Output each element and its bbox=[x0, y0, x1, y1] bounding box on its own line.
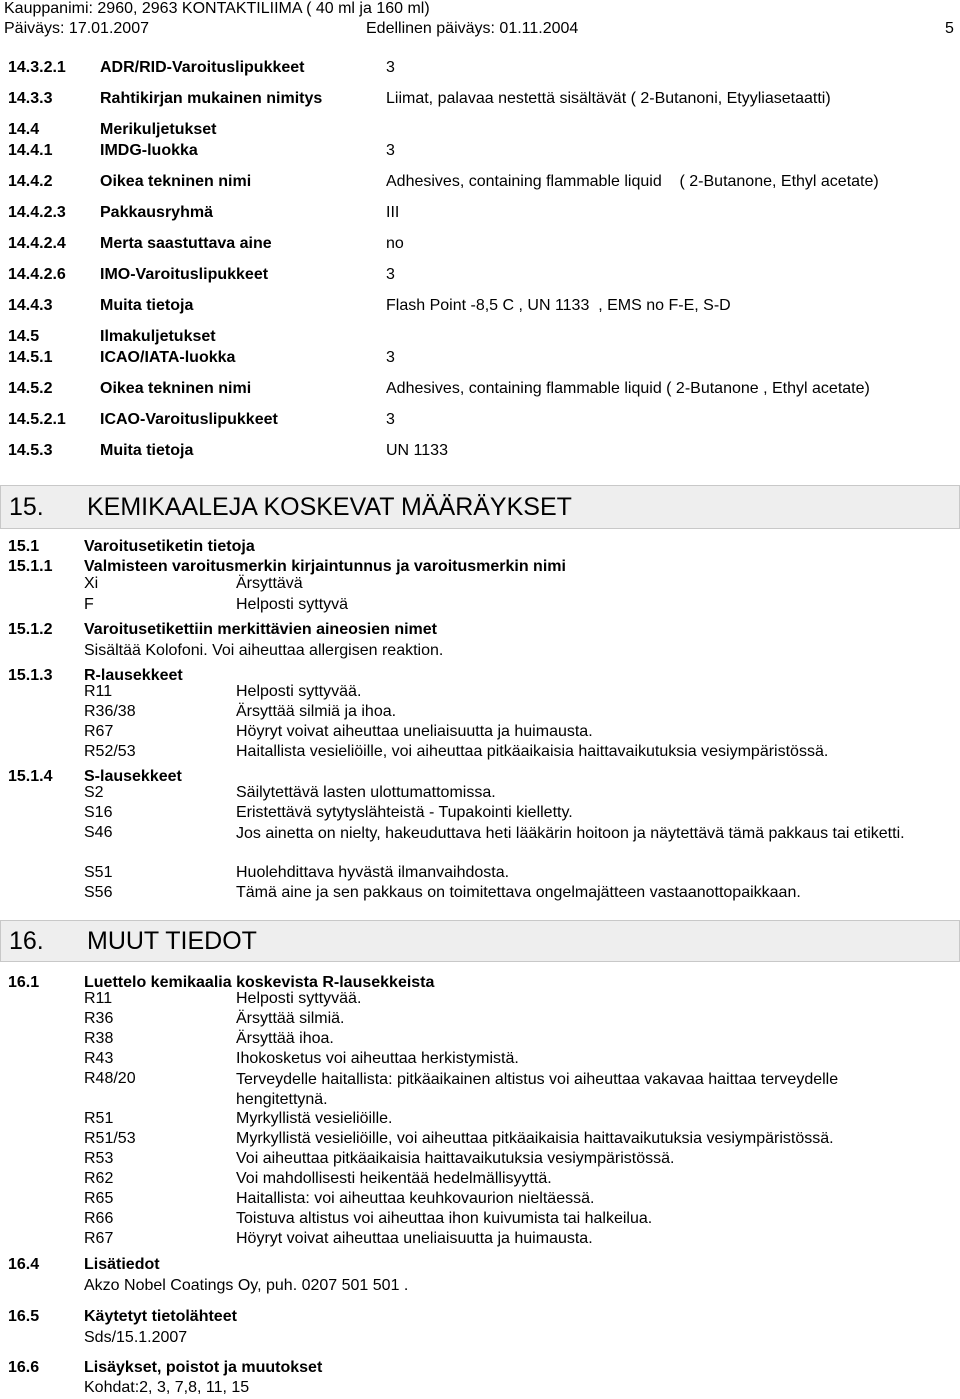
s16-1-heading: Luettelo kemikaalia koskevista R-lausekkeista bbox=[84, 974, 435, 991]
r-list-code: R48/20 bbox=[84, 1070, 136, 1087]
r-list-code: R53 bbox=[84, 1150, 114, 1167]
header-page-number: 5 bbox=[945, 20, 954, 37]
s16-6-heading: Lisäykset, poistot ja muutokset bbox=[84, 1359, 323, 1376]
s15-1-2-text: Sisältää Kolofoni. Voi aiheuttaa allergisen reaktion. bbox=[84, 642, 444, 659]
s14-row-num: 14.4.2 bbox=[8, 173, 53, 190]
s14-row-num: 14.4.1 bbox=[8, 142, 53, 159]
s14-row-num: 14.4.3 bbox=[8, 297, 53, 314]
s15-1-2-heading: Varoitusetikettiin merkittävien aineosien nimet bbox=[84, 621, 437, 638]
r-list-code: R62 bbox=[84, 1170, 114, 1187]
s-phrase-text: Huolehdittava hyvästä ilmanvaihdosta. bbox=[236, 864, 510, 881]
s14-row-label: ICAO/IATA-luokka bbox=[100, 349, 236, 366]
r-list-text: Toistuva altistus voi aiheuttaa ihon kuivumista tai halkeilua. bbox=[236, 1210, 653, 1227]
s15-1-1-number: 15.1.1 bbox=[8, 558, 53, 575]
s14-row-label: Pakkausryhmä bbox=[100, 204, 213, 221]
s15-1-heading: Varoitusetiketin tietoja bbox=[84, 538, 255, 555]
s14-row-value: Adhesives, containing flammable liquid ( 2-Butanone , Ethyl acetate) bbox=[386, 380, 870, 397]
section-16-number: 16. bbox=[9, 927, 44, 955]
s14-row-num: 14.5.1 bbox=[8, 349, 53, 366]
header-previous-date: Edellinen päiväys: 01.11.2004 bbox=[366, 20, 579, 37]
s14-row-value: Liimat, palavaa nestettä sisältävät ( 2-Butanoni, Etyyliasetaatti) bbox=[386, 90, 831, 107]
header-date: Päiväys: 17.01.2007 bbox=[4, 20, 149, 37]
section-16-header bbox=[0, 920, 960, 962]
s14-row-value: 3 bbox=[386, 142, 395, 159]
s-phrase-code: S56 bbox=[84, 884, 113, 901]
s15-1-2-number: 15.1.2 bbox=[8, 621, 53, 638]
r-list-code: R51/53 bbox=[84, 1130, 136, 1147]
r-list-text: Myrkyllistä vesieliöille, voi aiheuttaa pitkäaikaisia haittavaikutuksia vesiympäristössä. bbox=[236, 1130, 834, 1147]
s14-row-label: Ilmakuljetukset bbox=[100, 328, 216, 345]
r-list-text: Ärsyttää ihoa. bbox=[236, 1030, 334, 1047]
s15-1-4-number: 15.1.4 bbox=[8, 768, 53, 785]
s14-row-num: 14.4 bbox=[8, 121, 40, 138]
r-list-code: R67 bbox=[84, 1230, 114, 1247]
s14-row-num: 14.3.3 bbox=[8, 90, 53, 107]
section-15-number: 15. bbox=[9, 493, 44, 521]
r-list-code: R51 bbox=[84, 1110, 114, 1127]
s-phrase-text: Tämä aine ja sen pakkaus on toimitettava ongelmajätteen vastaanottopaikkaan. bbox=[236, 884, 801, 901]
s14-row-num: 14.4.2.3 bbox=[8, 204, 66, 221]
s16-4-heading: Lisätiedot bbox=[84, 1256, 160, 1273]
r-phrase-code: R11 bbox=[84, 683, 113, 700]
s16-5-number: 16.5 bbox=[8, 1308, 40, 1325]
s16-5-text: Sds/15.1.2007 bbox=[84, 1329, 188, 1346]
r-list-text: Terveydelle haitallista: pitkäaikainen altistus voi aiheuttaa vakavaa haittaa terveydelle hengitettynä. bbox=[236, 1071, 839, 1108]
s15-1-3-heading: R-lausekkeet bbox=[84, 667, 183, 684]
r-list-text: Ihokosketus voi aiheuttaa herkistymistä. bbox=[236, 1050, 519, 1067]
symbol-name: Helposti syttyvä bbox=[236, 596, 349, 613]
section-16-title: MUUT TIEDOT bbox=[87, 927, 257, 955]
s14-row-label: Oikea tekninen nimi bbox=[100, 380, 252, 397]
r-phrase-text: Helposti syttyvää. bbox=[236, 683, 362, 700]
s-phrase-code: S2 bbox=[84, 784, 104, 801]
s14-row-label: Rahtikirjan mukainen nimitys bbox=[100, 90, 323, 107]
s14-row-label: Merikuljetukset bbox=[100, 121, 217, 138]
s14-row-label: Oikea tekninen nimi bbox=[100, 173, 252, 190]
s14-row-value: no bbox=[386, 235, 404, 252]
r-phrase-code: R52/53 bbox=[84, 743, 136, 760]
r-list-code: R36 bbox=[84, 1010, 114, 1027]
r-list-text: Helposti syttyvää. bbox=[236, 990, 362, 1007]
r-list-code: R65 bbox=[84, 1190, 114, 1207]
s-phrase-code: S46 bbox=[84, 824, 113, 841]
s14-row-num: 14.5.2 bbox=[8, 380, 53, 397]
r-phrase-code: R67 bbox=[84, 723, 114, 740]
s14-row-label: Muita tietoja bbox=[100, 297, 194, 314]
symbol-name: Ärsyttävä bbox=[236, 575, 303, 592]
s16-6-text: Kohdat:2, 3, 7,8, 11, 15 bbox=[84, 1379, 250, 1396]
s15-1-1-heading: Valmisteen varoitusmerkin kirjaintunnus ja varoitusmerkin nimi bbox=[84, 558, 566, 575]
r-list-text: Myrkyllistä vesieliöille. bbox=[236, 1110, 393, 1127]
s14-row-value: 3 bbox=[386, 59, 395, 76]
s14-row-value: UN 1133 bbox=[386, 442, 448, 459]
s15-1-number: 15.1 bbox=[8, 538, 40, 555]
r-phrase-code: R36/38 bbox=[84, 703, 136, 720]
r-list-code: R11 bbox=[84, 990, 113, 1007]
section-15-title: KEMIKAALEJA KOSKEVAT MÄÄRÄYKSET bbox=[87, 493, 572, 521]
s14-row-num: 14.3.2.1 bbox=[8, 59, 66, 76]
s-phrase-text: Eristettävä sytytyslähteistä - Tupakointi kielletty. bbox=[236, 804, 573, 821]
s14-row-num: 14.4.2.6 bbox=[8, 266, 66, 283]
s-phrase-code: S51 bbox=[84, 864, 113, 881]
s16-5-heading: Käytetyt tietolähteet bbox=[84, 1308, 237, 1325]
s16-4-number: 16.4 bbox=[8, 1256, 40, 1273]
s15-1-3-number: 15.1.3 bbox=[8, 667, 53, 684]
s14-row-num: 14.5 bbox=[8, 328, 40, 345]
s14-row-value: III bbox=[386, 204, 400, 221]
s14-row-value: 3 bbox=[386, 266, 395, 283]
r-list-text: Voi mahdollisesti heikentää hedelmällisyyttä. bbox=[236, 1170, 552, 1187]
s14-row-label: IMDG-luokka bbox=[100, 142, 198, 159]
s14-row-num: 14.4.2.4 bbox=[8, 235, 66, 252]
s14-row-value: 3 bbox=[386, 411, 395, 428]
s14-row-num: 14.5.2.1 bbox=[8, 411, 66, 428]
r-phrase-text: Höyryt voivat aiheuttaa uneliaisuutta ja huimausta. bbox=[236, 723, 593, 740]
s14-row-label: ICAO-Varoituslipukkeet bbox=[100, 411, 278, 428]
r-list-text: Voi aiheuttaa pitkäaikaisia haittavaikutuksia vesiympäristössä. bbox=[236, 1150, 675, 1167]
s14-row-value: 3 bbox=[386, 349, 395, 366]
s-phrase-code: S16 bbox=[84, 804, 113, 821]
section-15-header bbox=[0, 485, 960, 529]
s-phrase-text: Jos ainetta on nielty, hakeuduttava heti lääkärin hoitoon ja näytettävä tämä pakkaus tai etiketti. bbox=[236, 825, 905, 842]
r-list-text: Haitallista: voi aiheuttaa keuhkovaurion nieltäessä. bbox=[236, 1190, 595, 1207]
symbol-code: Xi bbox=[84, 575, 99, 592]
r-list-code: R66 bbox=[84, 1210, 114, 1227]
symbol-code: F bbox=[84, 596, 94, 613]
s15-1-4-heading: S-lausekkeet bbox=[84, 768, 182, 785]
s14-row-label: Muita tietoja bbox=[100, 442, 194, 459]
r-list-text: Ärsyttää silmiä. bbox=[236, 1010, 345, 1027]
s16-4-text: Akzo Nobel Coatings Oy, puh. 0207 501 501 . bbox=[84, 1277, 409, 1294]
r-list-code: R38 bbox=[84, 1030, 114, 1047]
s14-row-num: 14.5.3 bbox=[8, 442, 53, 459]
s-phrase-text: Säilytettävä lasten ulottumattomissa. bbox=[236, 784, 496, 801]
r-phrase-text: Haitallista vesieliöille, voi aiheuttaa pitkäaikaisia haittavaikutuksia vesiympäristössä. bbox=[236, 743, 829, 760]
s14-row-label: IMO-Varoituslipukkeet bbox=[100, 266, 269, 283]
header-product-line: Kauppanimi: 2960, 2963 KONTAKTILIIMA ( 40 ml ja 160 ml) bbox=[4, 0, 430, 17]
s14-row-value: Flash Point -8,5 C , UN 1133 , EMS no F-E, S-D bbox=[386, 297, 731, 314]
s14-row-label: ADR/RID-Varoituslipukkeet bbox=[100, 59, 305, 76]
r-list-text: Höyryt voivat aiheuttaa uneliaisuutta ja huimausta. bbox=[236, 1230, 593, 1247]
s16-6-number: 16.6 bbox=[8, 1359, 40, 1376]
r-list-code: R43 bbox=[84, 1050, 114, 1067]
s14-row-label: Merta saastuttava aine bbox=[100, 235, 272, 252]
s16-1-number: 16.1 bbox=[8, 974, 40, 991]
r-phrase-text: Ärsyttää silmiä ja ihoa. bbox=[236, 703, 397, 720]
s14-row-value: Adhesives, containing flammable liquid ( 2-Butanone, Ethyl acetate) bbox=[386, 173, 879, 190]
